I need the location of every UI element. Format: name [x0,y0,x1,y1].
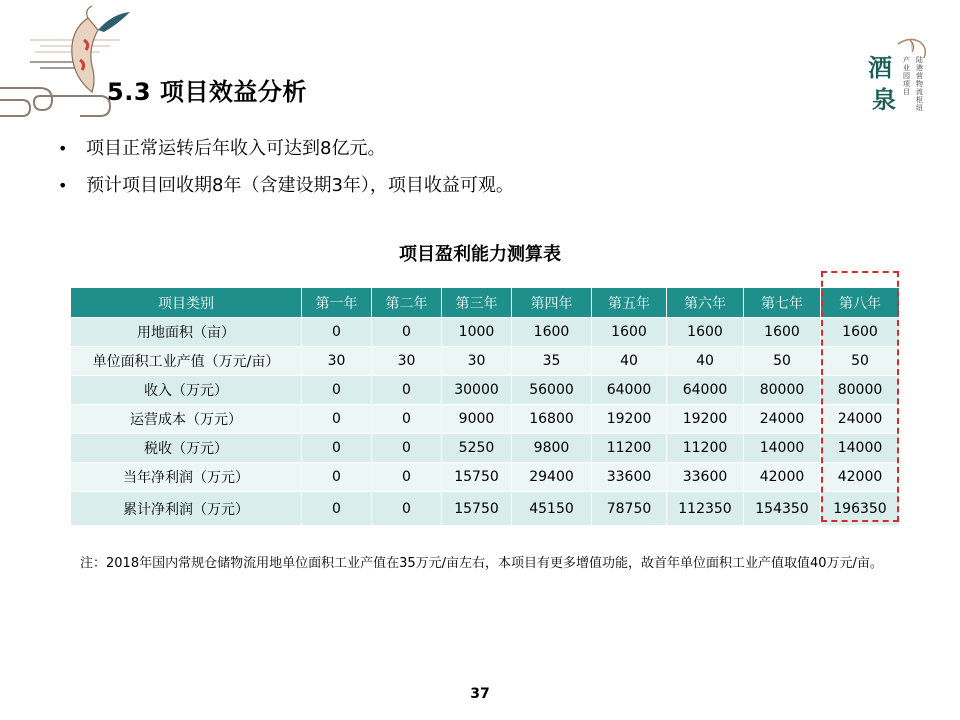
table-cell: 64000 [667,376,744,405]
table-cell: 64000 [592,376,667,405]
table-cell: 15750 [442,492,512,526]
logo-char-quan: 泉 [872,85,896,114]
table-cell: 0 [372,434,442,463]
header-year-8: 第八年 [821,288,900,318]
table-cell: 16800 [512,405,592,434]
table-cell: 80000 [744,376,821,405]
table-cell: 15750 [442,463,512,492]
row-label: 单位面积工业产值（万元/亩） [71,347,302,376]
table-cell: 0 [302,463,372,492]
table-cell: 1000 [442,318,512,347]
table-row [71,463,900,492]
table-cell: 14000 [744,434,821,463]
page-number: 37 [470,686,490,702]
row-label: 用地面积（亩） [71,318,302,347]
table-cell: 78750 [592,492,667,526]
header-category: 项目类别 [71,288,302,318]
table-cell: 0 [372,463,442,492]
table-cell: 14000 [821,434,900,463]
table-cell: 1600 [667,318,744,347]
logo-subtitle-2: 陆港营物流枢纽 [916,56,923,112]
table-cell: 45150 [512,492,592,526]
logo-char-jiu: 酒 [868,53,892,82]
header-year-3: 第三年 [442,288,512,318]
table-cell: 50 [744,347,821,376]
row-label: 累计净利润（万元） [71,492,302,526]
table-cell: 29400 [512,463,592,492]
table-cell: 0 [302,492,372,526]
table-cell: 11200 [592,434,667,463]
table-row [71,434,900,463]
bullet-list [58,134,514,208]
table-cell: 42000 [821,463,900,492]
table-cell: 19200 [667,405,744,434]
header-year-1: 第一年 [302,288,372,318]
table-cell: 0 [302,434,372,463]
bullet-text: 项目正常运转后年收入可达到8亿元。 [86,138,386,159]
row-label: 运营成本（万元） [71,405,302,434]
bullet-text: 预计项目回收期8年（含建设期3年），项目收益可观。 [86,175,514,196]
table-row [71,376,900,405]
table-cell: 56000 [512,376,592,405]
table-row [71,347,900,376]
table-cell: 5250 [442,434,512,463]
header-year-6: 第六年 [667,288,744,318]
table-row [71,318,900,347]
table-cell: 9800 [512,434,592,463]
table-cell: 0 [372,492,442,526]
table-cell: 0 [302,405,372,434]
header-year-5: 第五年 [592,288,667,318]
header-year-7: 第七年 [744,288,821,318]
row-label: 税收（万元） [71,434,302,463]
table-cell: 24000 [744,405,821,434]
table-cell: 80000 [821,376,900,405]
slide-title: 5.3 项目效益分析 [107,78,307,106]
table-cell: 40 [667,347,744,376]
row-label: 收入（万元） [71,376,302,405]
table-cell: 33600 [667,463,744,492]
bullet-item [58,171,514,208]
bullet-marker: • [58,139,68,158]
table-cell: 30000 [442,376,512,405]
header-year-4: 第四年 [512,288,592,318]
table-cell: 30 [372,347,442,376]
table-header-row [71,288,900,318]
profitability-table [70,287,900,526]
table-cell: 0 [372,318,442,347]
table-cell: 40 [592,347,667,376]
table-cell: 1600 [512,318,592,347]
table-cell: 1600 [744,318,821,347]
table-cell: 0 [372,405,442,434]
year-8-highlight-box [821,271,899,522]
table-cell: 33600 [592,463,667,492]
table-cell: 1600 [592,318,667,347]
table-cell: 0 [302,376,372,405]
table-cell: 112350 [667,492,744,526]
table-cell: 154350 [744,492,821,526]
bullet-marker: • [58,176,68,195]
table-title: 项目盈利能力测算表 [399,244,561,265]
table-cell: 9000 [442,405,512,434]
table-cell: 35 [512,347,592,376]
table-cell: 196350 [821,492,900,526]
table-cell: 30 [302,347,372,376]
table-cell: 0 [302,318,372,347]
table-row [71,405,900,434]
table-cell: 50 [821,347,900,376]
table-cell: 30 [442,347,512,376]
row-label: 当年净利润（万元） [71,463,302,492]
footnote: 注：2018年国内常规仓储物流用地单位面积工业产值在35万元/亩左右，本项目有更多增值功能，故首年单位面积工业产值取值40万元/亩。 [80,556,883,571]
table-cell: 42000 [744,463,821,492]
bullet-item [58,134,514,171]
table-cell: 1600 [821,318,900,347]
table-cell: 0 [372,376,442,405]
table-cell: 19200 [592,405,667,434]
header-year-2: 第二年 [372,288,442,318]
table-row [71,492,900,526]
logo-subtitle-1: 产业园项目 [903,56,910,96]
table-cell: 24000 [821,405,900,434]
jiuquan-logo [858,36,934,124]
table-cell: 11200 [667,434,744,463]
